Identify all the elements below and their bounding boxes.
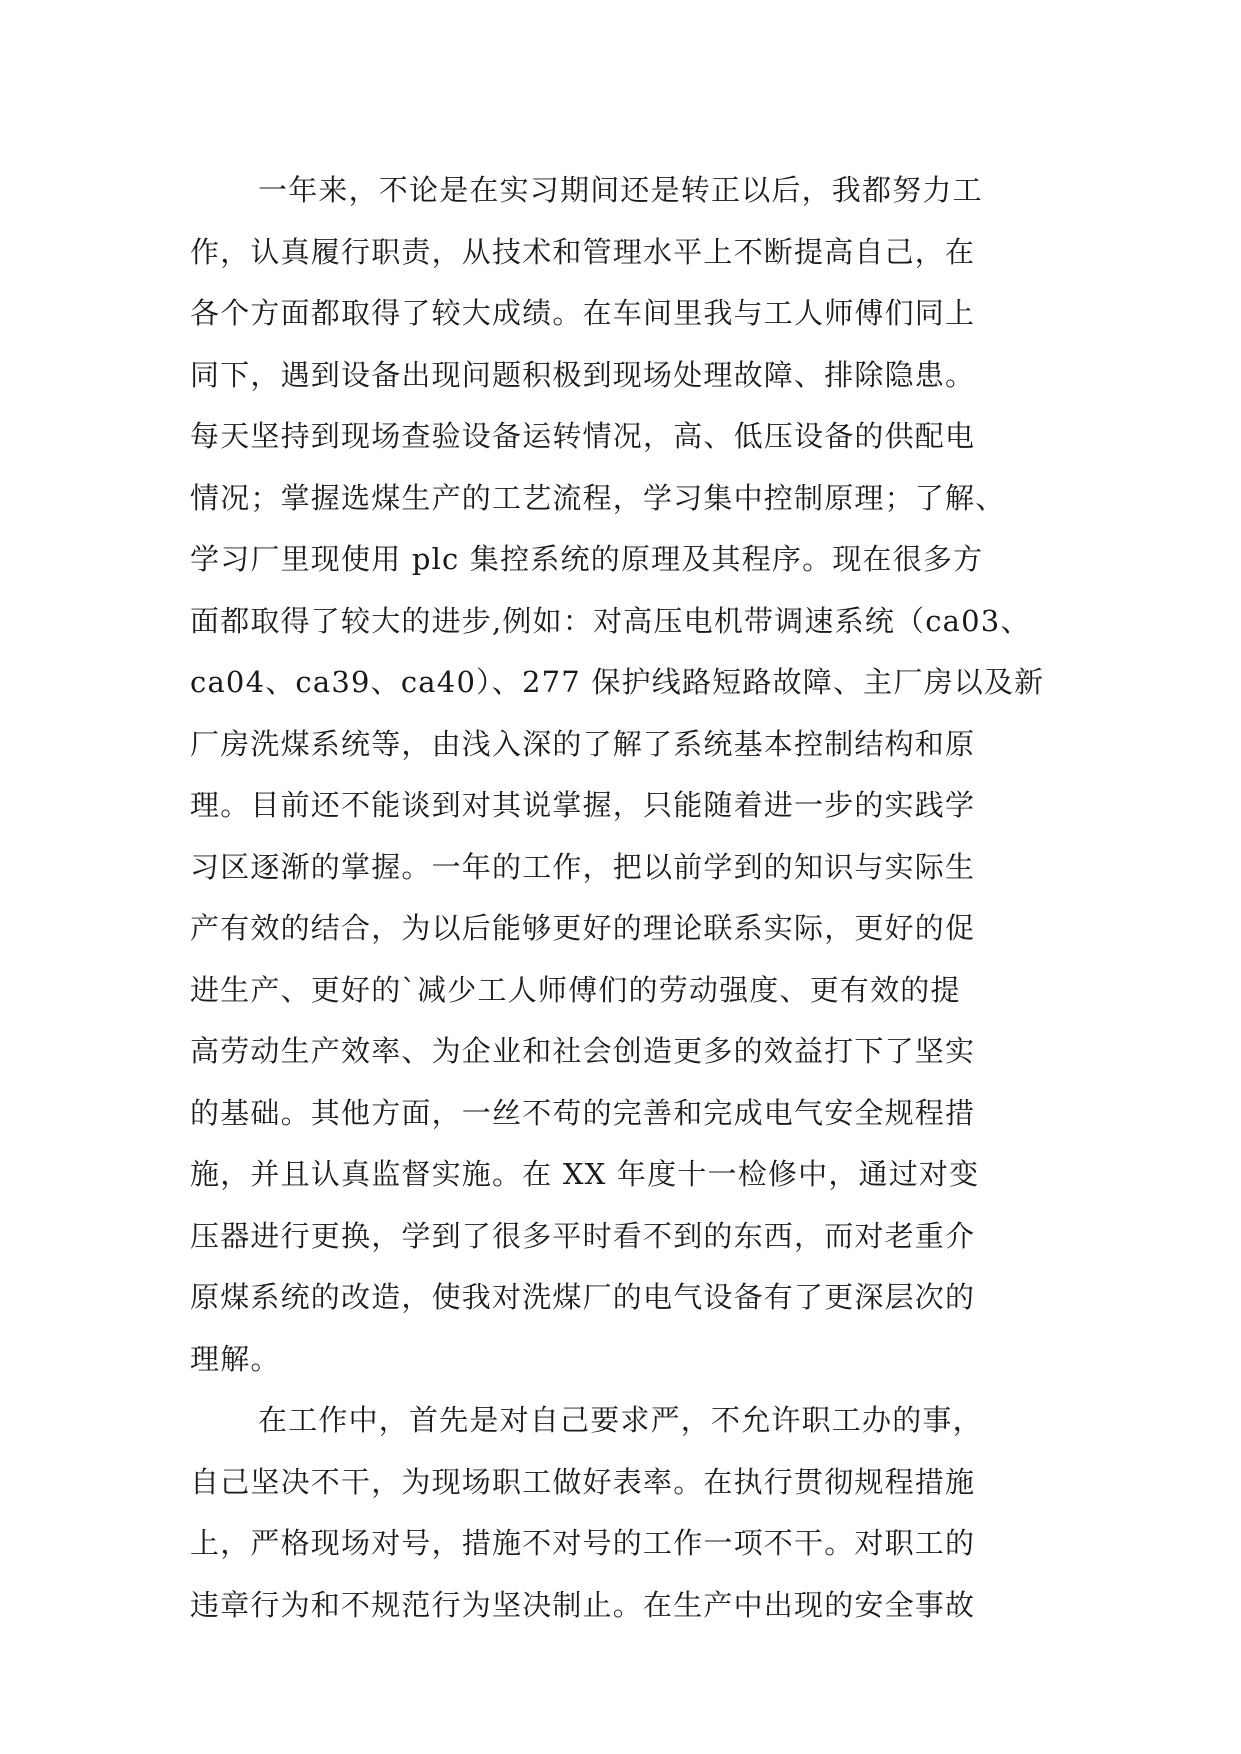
text-line: 习区逐渐的掌握。一年的工作，把以前学到的知识与实际生 bbox=[190, 849, 976, 884]
text-line: 情况；掌握选煤生产的工艺流程，学习集中控制原理；了解、 bbox=[190, 480, 1006, 515]
text-line: 理。目前还不能谈到对其说掌握，只能随着进一步的实践学 bbox=[190, 788, 976, 822]
document-body bbox=[190, 160, 1060, 1636]
text-line: 每天坚持到现场查验设备运转情况，高、低压设备的供配电 bbox=[190, 419, 976, 453]
text-line: 在工作中，首先是对自己要求严，不允许职工办的事， bbox=[258, 1403, 983, 1437]
text-line: 进生产、更好的`减少工人师傅们的劳动强度、更有效的提 bbox=[190, 972, 961, 1007]
text-line: 上，严格现场对号，措施不对号的工作一项不干。对职工的 bbox=[190, 1526, 976, 1560]
text-line: 高劳动生产效率、为企业和社会创造更多的效益打下了坚实 bbox=[190, 1034, 976, 1068]
paragraph-2 bbox=[190, 1390, 1060, 1636]
text-line: 厂房洗煤系统等，由浅入深的了解了系统基本控制结构和原 bbox=[190, 726, 976, 761]
text-line: 违章行为和不规范行为坚决制止。在生产中出现的安全事故 bbox=[190, 1587, 976, 1622]
text-line: ca04、ca39、ca40）、277 保护线路短路故障、主厂房以及新 bbox=[190, 665, 1045, 699]
text-line: 同下，遇到设备出现问题积极到现场处理故障、排除隐患。 bbox=[190, 357, 976, 392]
paragraph-1 bbox=[190, 160, 1060, 1390]
text-line: 产有效的结合，为以后能够更好的理论联系实际，更好的促 bbox=[190, 911, 976, 945]
text-line: 学习厂里现使用 plc 集控系统的原理及其程序。现在很多方 bbox=[190, 542, 984, 576]
text-line: 原煤系统的改造，使我对洗煤厂的电气设备有了更深层次的 bbox=[190, 1280, 976, 1314]
text-line: 各个方面都取得了较大成绩。在车间里我与工人师傅们同上 bbox=[190, 296, 976, 330]
text-line: 施，并且认真监督实施。在 XX 年度十一检修中，通过对变 bbox=[190, 1157, 980, 1191]
text-line: 一年来，不论是在实习期间还是转正以后，我都努力工 bbox=[258, 173, 983, 207]
text-line: 自己坚决不干，为现场职工做好表率。在执行贯彻规程措施 bbox=[190, 1464, 976, 1499]
text-line: 面都取得了较大的进步,例如：对高压电机带调速系统（ca03、 bbox=[190, 603, 1031, 638]
text-line: 的基础。其他方面，一丝不苟的完善和完成电气安全规程措 bbox=[190, 1095, 976, 1130]
text-line: 理解。 bbox=[190, 1341, 281, 1376]
text-line: 作，认真履行职责，从技术和管理水平上不断提高自己，在 bbox=[190, 234, 976, 269]
text-line: 压器进行更换，学到了很多平时看不到的东西，而对老重介 bbox=[190, 1218, 976, 1253]
